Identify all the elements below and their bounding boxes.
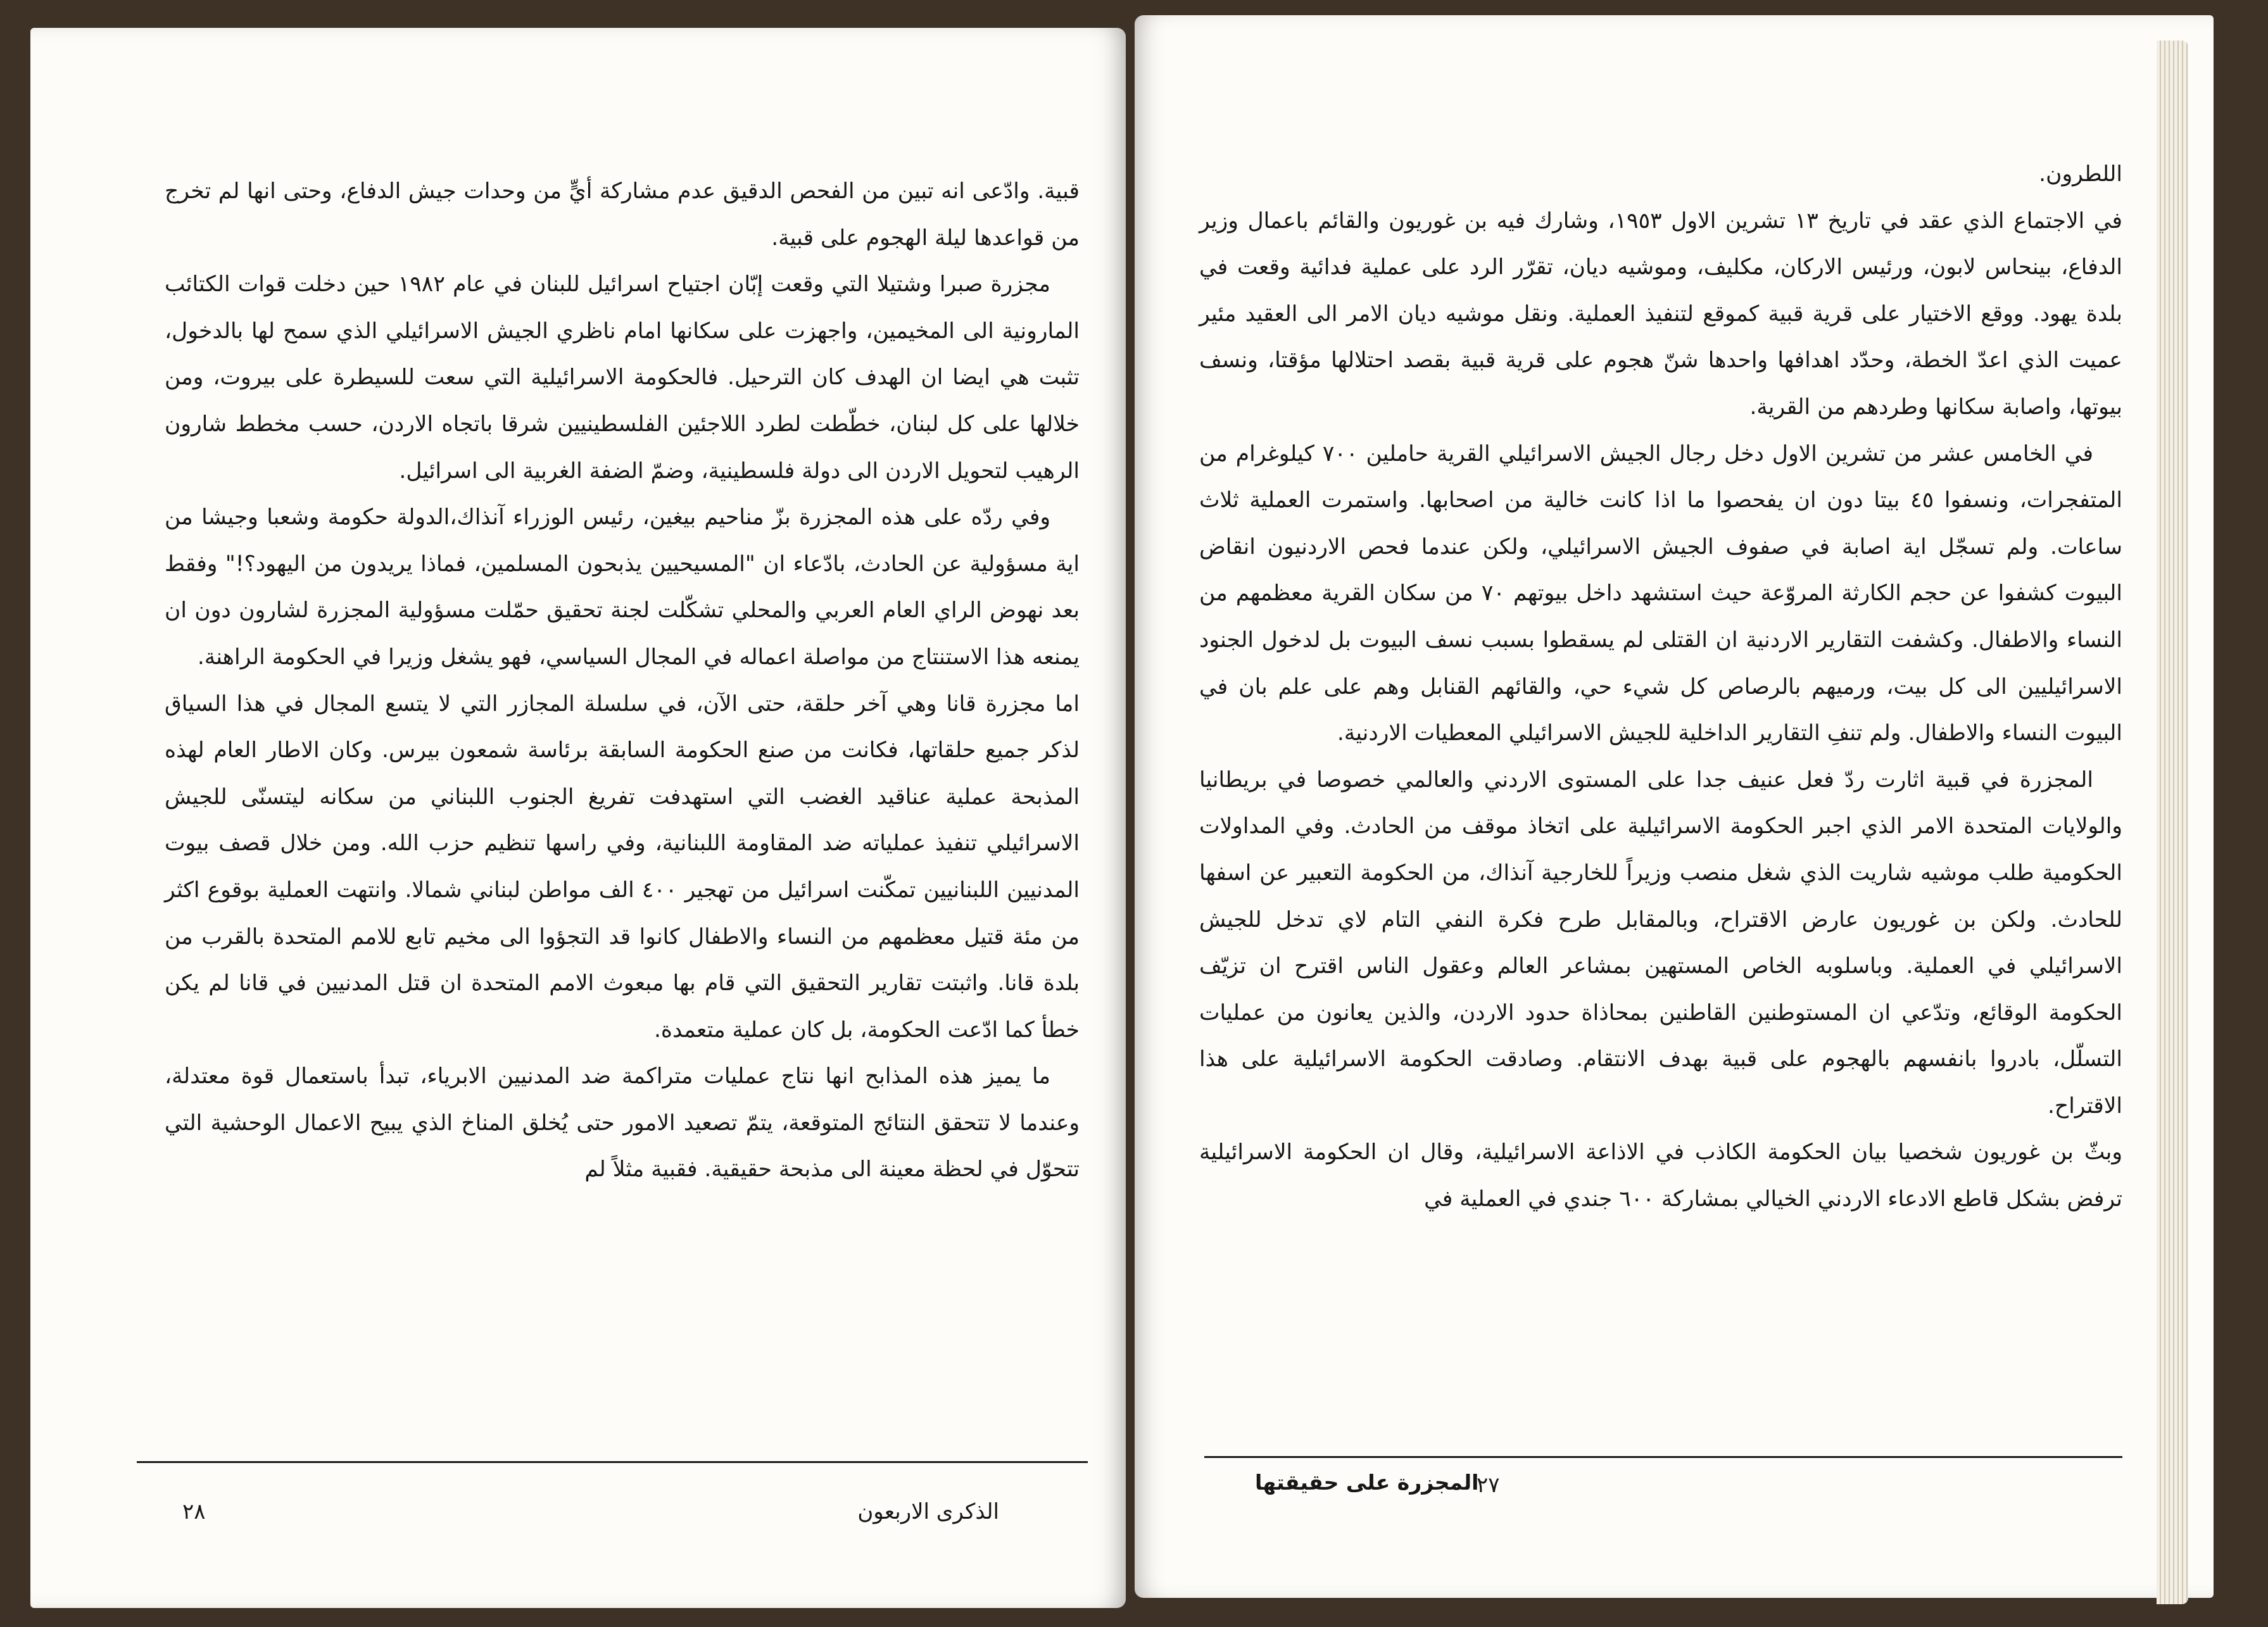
right-page (1135, 15, 2214, 1598)
page-number: ٢٧ (1477, 1473, 1500, 1498)
page-number: ٢٨ (182, 1499, 206, 1524)
paragraph: المجزرة في قبية اثارت ردّ فعل عنيف جدا على المستوى الاردني والعالمي خصوصا في بريطانيا والولايات المتحدة الامر الذي اجبر الحكومة الاسرائيلية على اتخاذ موقف من الحادث. وفي المداولات الحكومية طلب موشيه شاريت الذي شغل منصب وزيراً للخارجية آنذاك، من الحكومة التعبير عن اسفها للحادث. ولكن بن غوريون عارض الاقتراح، وبالمقابل طرح فكرة النفي التام لاي تدخل للجيش الاسرائيلي في العملية. وباسلوبه الخاص المستهين بمشاعر العالم وعقول الناس اقترح ان تزيّف الحكومة الوقائع، وتدّعي ان المستوطنين القاطنين بمحاذاة حدود الاردن، والذين يعانون من عمليات التسلّل، بادروا بانفسهم بالهجوم على قبية بهدف الانتقام. وصادقت الحكومة الاسرائيلية على هذا الاقتراح. (1199, 767, 2122, 1119)
running-footer-title: الذكرى الاربعون (857, 1499, 999, 1524)
page-edges (2157, 41, 2188, 1604)
running-footer-title: المجزرة على حقيقتها (1255, 1470, 1479, 1495)
paragraph: اما مجزرة قانا وهي آخر حلقة، حتى الآن، في سلسلة المجازر التي لا يتسع المجال في هذا السياق لذكر جميع حلقاتها، فكانت من صنع الحكومة السابقة برئاسة شمعون بيرس. وكان الاطار العام لهذه المذبحة عملية عناقيد الغضب التي استهدفت تفريغ الجنوب اللبناني من سكانه ليتسنّى للجيش الاسرائيلي تنفيذ عملياته ضد المقاومة اللبنانية، وفي راسها تنظيم حزب الله. ومن خلال قصف بيوت المدنيين اللبنانيين تمكّنت اسرائيل من تهجير ٤٠٠ الف مواطن لبناني شمالا. وانتهت العملية بوقوع اكثر من مئة قتيل معظمهم من النساء والاطفال كانوا قد التجؤوا الى مخيم تابع للامم المتحدة بالقرب من بلدة قانا. واثبتت تقارير التحقيق التي قام بها مبعوث الامم المتحدة ان قتل المدنيين في قانا لم يكن خطأ كما ادّعت الحكومة، بل كان عملية متعمدة. (165, 691, 1080, 1043)
paragraph: في الاجتماع الذي عقد في تاريخ ١٣ تشرين الاول ١٩٥٣، وشارك فيه بن غوريون والقائم باعمال وزير الدفاع، بينحاس لابون، ورئيس الاركان، مكليف، وموشيه ديان، تقرّر الرد على عملية فدائية وقعت في بلدة يهود. ووقع الاختيار على قرية قبية كموقع لتنفيذ العملية. ونقل موشيه ديان الامر الى العقيد مئير عميت الذي اعدّ الخطة، وحدّد اهدافها واحدها شنّ هجوم على قرية قبية بقصد احتلالها مؤقتا، ونسف بيوتها، واصابة سكانها وطردهم من القرية. (1199, 208, 2123, 420)
paragraph: اللطرون. (2039, 161, 2122, 187)
paragraph: وفي ردّه على هذه المجزرة بزّ مناحيم بيغين، رئيس الوزراء آنذاك،الدولة حكومة وشعبا وجيشا من اية مسؤولية عن الحادث، بادّعاء ان "المسيحيين يذبحون المسلمين، فماذا يريدون من اليهود؟!" وفقط بعد نهوض الراي العام العربي والمحلي تشكّلت لجنة تحقيق حمّلت مسؤولية المجزرة لشارون دون ان يمنعه هذا الاستنتاج من مواصلة اعماله في المجال السياسي، فهو يشغل وزيرا في الحكومة الراهنة. (165, 505, 1080, 670)
paragraph: قبية. وادّعى انه تبين من الفحص الدقيق عدم مشاركة أيٍّ من وحدات جيش الدفاع، وحتى انها لم تخرج من قواعدها ليلة الهجوم على قبية. (165, 179, 1080, 251)
right-page-body (1199, 151, 2122, 1223)
footer-rule (137, 1461, 1088, 1463)
left-page-body (165, 168, 1080, 1193)
footer-rule (1204, 1456, 2122, 1458)
paragraph: مجزرة صبرا وشتيلا التي وقعت إبّان اجتياح اسرائيل للبنان في عام ١٩٨٢ حين دخلت قوات الكتائب المارونية الى المخيمين، واجهزت على سكانها امام ناظري الجيش الاسرائيلي الذي سمح لها بالدخول، تثبت هي ايضا ان الهدف كان الترحيل. فالحكومة الاسرائيلية التي سعت للسيطرة على بيروت، ومن خلالها على كل لبنان، خطّطت لطرد اللاجئين الفلسطينيين شرقا باتجاه الاردن، حسب مخطط شارون الرهيب لتحويل الاردن الى دولة فلسطينية، وضمّ الضفة الغربية الى اسرائيل. (165, 272, 1080, 484)
paragraph: في الخامس عشر من تشرين الاول دخل رجال الجيش الاسرائيلي القرية حاملين ٧٠٠ كيلوغرام من المتفجرات، ونسفوا ٤٥ بيتا دون ان يفحصوا ما اذا كانت خالية من اصحابها. واستمرت العملية ثلاث ساعات. ولم تسجّل اية اصابة في صفوف الجيش الاسرائيلي، ولكن عندما فحص الاردنيون انقاض البيوت كشفوا عن حجم الكارثة المروّعة حيث استشهد داخل بيوتهم ٧٠ من سكان القرية معظمهم من النساء والاطفال. وكشفت التقارير الاردنية ان القتلى لم يسقطوا بسبب نسف البيوت بل لدخول الجنود الاسرائيليين الى كل بيت، ورميهم بالرصاص كل شيء حي، والقائهم القنابل وهم على علم بان في البيوت النساء والاطفال. ولم تنفِ التقارير الداخلية للجيش الاسرائيلي المعطيات الاردنية. (1199, 441, 2122, 746)
paragraph: ما يميز هذه المذابح انها نتاج عمليات متراكمة ضد المدنيين الابرياء، تبدأ باستعمال قوة معتدلة، وعندما لا تتحقق النتائج المتوقعة، يتمّ تصعيد الامور حتى يُخلق المناخ الذي يبيح الاعمال الوحشية التي تتحوّل في لحظة معينة الى مذبحة حقيقية. فقبية مثلاً لم (165, 1064, 1080, 1183)
left-page (30, 28, 1126, 1608)
paragraph: وبثّ بن غوريون شخصيا بيان الحكومة الكاذب في الاذاعة الاسرائيلية، وقال ان الحكومة الاسرائيلية ترفض بشكل قاطع الادعاء الاردني الخيالي بمشاركة ٦٠٠ جندي في العملية في (1199, 1140, 2122, 1212)
